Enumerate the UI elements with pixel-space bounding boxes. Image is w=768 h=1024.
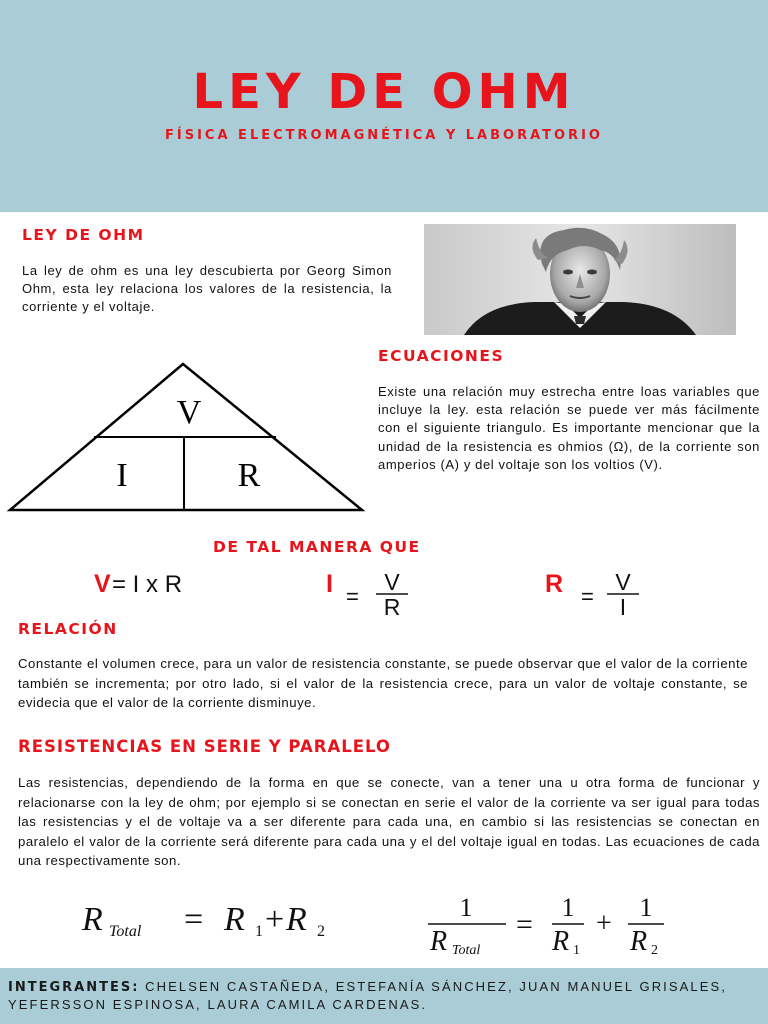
- parallel-num-2: 1: [561, 893, 575, 922]
- series-eq: =: [184, 901, 204, 938]
- series-plus: +: [265, 901, 285, 938]
- formula-current-lhs: I: [326, 570, 333, 598]
- formula-current-num: V: [384, 569, 400, 595]
- parallel-r1: R: [552, 926, 570, 957]
- parallel-total-sub: Total: [452, 943, 481, 958]
- formula-series: [80, 896, 370, 946]
- formula-resistance-lhs: R: [545, 570, 564, 598]
- page-subtitle: FÍSICA ELECTROMAGNÉTICA Y LABORATORIO: [165, 128, 603, 143]
- members-names: CHELSEN CASTAÑEDA, ESTEFANÍA SÁNCHEZ, JUAN MANUEL GRISALES, YEFERSSON ESPINOSA, LAURA CAMILA CARDENAS.: [8, 979, 728, 1012]
- series-r2: R: [286, 901, 307, 938]
- parallel-num-1: 1: [459, 893, 473, 922]
- formula-voltage: [92, 566, 242, 600]
- series-text: Las resistencias, dependiendo de la forma en que se conecte, van a tener una u otra forma de funcionar y relacionarse con la ley de ohm; por ejemplo si se conectan en serie el valor de la corriente va ser igual para todas las resistencias y el de voltaje va a ser diferente para cada una, en cambio si las resistencias se conectan en paralelo el valor de la corriente será diferente para cada una y el del voltaje igual en todas. Las ecuaciones de cada una respectivamente son.: [18, 775, 760, 869]
- series-r-total: R: [82, 901, 103, 938]
- equations-text: Existe una relación muy estrecha entre loas variables que incluye la ley. esta relación se puede ver más fácilmente con el siguiente triangulo. Es importante mencionar que la unidad de la resistencia es ohmios (Ω), de la corriente son amperios (A) y del voltaje son los voltios (V).: [378, 384, 760, 472]
- series-r1-sub: 1: [255, 923, 263, 940]
- relation-heading: RELACIÓN: [18, 620, 118, 638]
- formula-resistance-den: I: [619, 594, 627, 618]
- parallel-plus: +: [596, 908, 612, 939]
- triangle-label-r: R: [237, 457, 261, 494]
- forms-heading: DE TAL MANERA QUE: [213, 538, 421, 556]
- parallel-eq: =: [516, 908, 533, 941]
- intro-text: La ley de ohm es una ley descubierta por Georg Simon Ohm, esta ley relaciona los valores de la resistencia, la corriente y el voltaje.: [22, 263, 392, 315]
- parallel-r2: R: [630, 926, 648, 957]
- parallel-r2-sub: 2: [651, 943, 658, 958]
- formula-current-eq: =: [346, 584, 359, 609]
- relation-text: Constante el volumen crece, para un valor de resistencia constante, se puede observar que el valor de la corriente también se incrementa; por otro lado, si el valor de la resistencia crece, para un valor de voltaje constante, se evidecia que el valor de la corriente disminuye.: [18, 656, 748, 711]
- formula-current: [322, 568, 422, 618]
- parallel-num-3: 1: [639, 893, 653, 922]
- formula-resistance-eq: =: [581, 584, 594, 609]
- series-r2-sub: 2: [317, 923, 325, 940]
- equations-heading: ECUACIONES: [378, 347, 505, 365]
- members-label: INTEGRANTES:: [8, 980, 140, 995]
- series-heading: RESISTENCIAS EN SERIE Y PARALELO: [18, 737, 391, 756]
- intro-heading: LEY DE OHM: [22, 226, 145, 244]
- header-banner: [0, 0, 768, 212]
- portrait-image: [424, 224, 736, 335]
- series-r1: R: [224, 901, 245, 938]
- parallel-r1-sub: 1: [573, 943, 580, 958]
- formula-voltage-lhs: V: [94, 570, 111, 598]
- formula-current-den: R: [383, 594, 401, 618]
- members-line: [8, 978, 760, 1013]
- formula-voltage-rhs: = I x R: [112, 571, 183, 598]
- page-title: LEY DE OHM: [192, 64, 576, 120]
- footer-banner: [0, 968, 768, 1024]
- formula-resistance: [543, 568, 653, 618]
- parallel-r-total: R: [430, 926, 448, 957]
- series-total-sub: Total: [109, 923, 142, 940]
- triangle-label-v: V: [176, 394, 202, 431]
- ohm-portrait: [424, 224, 736, 335]
- ohm-triangle-diagram: [6, 360, 366, 516]
- formula-parallel: [424, 892, 684, 958]
- triangle-label-i: I: [116, 457, 128, 494]
- formula-resistance-num: V: [615, 569, 631, 595]
